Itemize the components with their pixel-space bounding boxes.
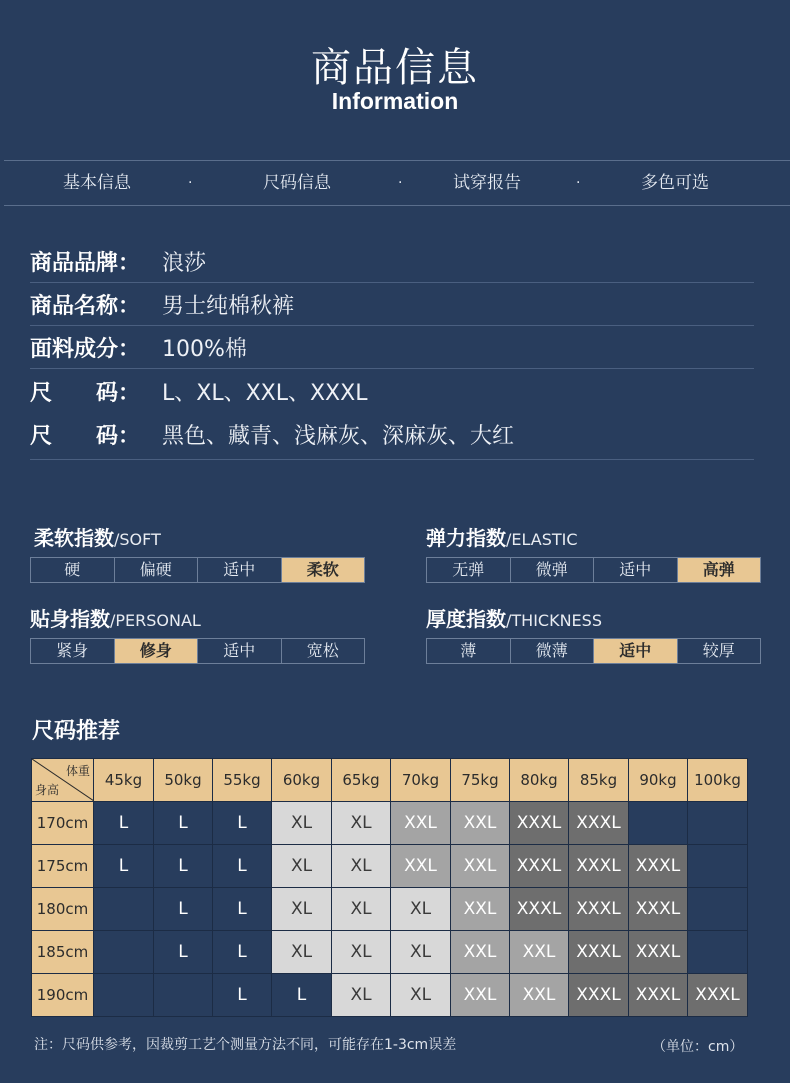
- height-header: 170cm: [32, 802, 94, 845]
- weight-header: 60kg: [272, 759, 332, 802]
- page-title: 商品信息: [311, 45, 479, 91]
- height-header: 175cm: [32, 845, 94, 888]
- size-cell: XXXL: [688, 974, 748, 1017]
- size-cell: [94, 931, 154, 974]
- size-cell: [94, 974, 154, 1017]
- info-row-color: [30, 413, 754, 460]
- height-header: 185cm: [32, 931, 94, 974]
- size-row: [32, 888, 748, 931]
- weight-header: 80kg: [510, 759, 569, 802]
- scale-option: 薄: [427, 639, 511, 663]
- size-cell: [629, 802, 688, 845]
- scale-option: 偏硬: [115, 558, 199, 582]
- size-cell: L: [213, 845, 272, 888]
- size-cell: XXXL: [569, 845, 629, 888]
- scale-option-selected: 修身: [115, 639, 199, 663]
- size-cell: XL: [332, 974, 391, 1017]
- size-cell: XL: [391, 931, 451, 974]
- info-row-name: [30, 283, 754, 326]
- weight-header: 75kg: [451, 759, 510, 802]
- size-chart-corner: [32, 759, 94, 802]
- scale-option-selected: 高弹: [678, 558, 761, 582]
- weight-header: 70kg: [391, 759, 451, 802]
- info-row-fabric: [30, 326, 754, 369]
- info-value: 男士纯棉秋裤: [162, 294, 295, 319]
- scale-option: 无弹: [427, 558, 511, 582]
- size-cell: L: [213, 802, 272, 845]
- size-cell: XXXL: [510, 802, 569, 845]
- size-cell: XXXL: [569, 974, 629, 1017]
- scale-option-selected: 柔软: [282, 558, 365, 582]
- info-label: 商品品牌：: [30, 251, 141, 276]
- size-cell: [688, 931, 748, 974]
- tab-fitting-report[interactable]: 试穿报告: [453, 173, 521, 193]
- size-note: 注：尺码供参考，因裁剪工艺个测量方法不同，可能存在1-3cm误差: [34, 1037, 457, 1053]
- size-cell: L: [154, 931, 213, 974]
- size-cell: XL: [332, 888, 391, 931]
- thickness-index-en: /THICKNESS: [506, 611, 602, 630]
- size-cell: XXXL: [629, 845, 688, 888]
- size-cell: [688, 802, 748, 845]
- size-cell: XXXL: [569, 802, 629, 845]
- size-row: [32, 974, 748, 1017]
- size-cell: L: [213, 888, 272, 931]
- corner-weight-label: 体重: [65, 764, 90, 778]
- scale-option: 微薄: [511, 639, 595, 663]
- size-cell: XXL: [510, 974, 569, 1017]
- weight-header: 90kg: [629, 759, 688, 802]
- info-label: 尺 码：: [30, 381, 141, 406]
- info-row-brand: [30, 240, 754, 283]
- tab-basic-info[interactable]: 基本信息: [63, 173, 131, 193]
- size-cell: [94, 888, 154, 931]
- tab-separator: ·: [398, 175, 403, 191]
- size-cell: L: [213, 974, 272, 1017]
- personal-index-scale: [30, 638, 365, 664]
- weight-header: 50kg: [154, 759, 213, 802]
- size-row: [32, 845, 748, 888]
- info-label: 面料成分：: [30, 337, 141, 362]
- elastic-index-en: /ELASTIC: [506, 530, 578, 549]
- size-cell: L: [272, 974, 332, 1017]
- info-row-size: [30, 370, 754, 412]
- soft-index-title: [34, 522, 161, 551]
- size-cell: L: [94, 802, 154, 845]
- size-cell: XL: [272, 931, 332, 974]
- size-cell: XL: [332, 802, 391, 845]
- size-cell: [688, 845, 748, 888]
- size-cell: [154, 974, 213, 1017]
- scale-option: 紧身: [31, 639, 115, 663]
- size-cell: XXL: [391, 845, 451, 888]
- height-header: 190cm: [32, 974, 94, 1017]
- elastic-index-scale: [426, 557, 761, 583]
- size-cell: XL: [332, 845, 391, 888]
- size-row: [32, 802, 748, 845]
- size-row: [32, 931, 748, 974]
- weight-header: 100kg: [688, 759, 748, 802]
- size-cell: XXXL: [629, 888, 688, 931]
- scale-option: 较厚: [702, 641, 735, 660]
- size-cell: XXXL: [510, 845, 569, 888]
- size-chart-title: 尺码推荐: [32, 719, 121, 744]
- size-cell: XXXL: [629, 931, 688, 974]
- size-cell: XXL: [451, 802, 510, 845]
- weight-header: 85kg: [569, 759, 629, 802]
- weight-header: 55kg: [213, 759, 272, 802]
- size-chart-table: [31, 758, 748, 1017]
- size-cell: XXXL: [569, 888, 629, 931]
- scale-option: 适中: [198, 639, 282, 663]
- thickness-index-scale: [426, 638, 761, 664]
- section-nav: [4, 160, 790, 206]
- size-cell: [688, 888, 748, 931]
- soft-index-en: /SOFT: [114, 530, 161, 549]
- thickness-index-label: 厚度指数: [426, 607, 506, 631]
- weight-header: 65kg: [332, 759, 391, 802]
- size-cell: XXXL: [569, 931, 629, 974]
- size-cell: XXL: [451, 931, 510, 974]
- size-cell: L: [154, 888, 213, 931]
- size-cell: XXL: [451, 845, 510, 888]
- size-cell: L: [94, 845, 154, 888]
- scale-option: 硬: [31, 558, 115, 582]
- page-subtitle: Information: [331, 88, 459, 114]
- size-cell: XXL: [510, 931, 569, 974]
- size-cell: XXL: [391, 802, 451, 845]
- size-cell: L: [154, 802, 213, 845]
- elastic-index-label: 弹力指数: [426, 526, 506, 550]
- scale-option: 宽松: [306, 641, 339, 660]
- scale-option: 微弹: [511, 558, 595, 582]
- size-cell: XL: [272, 888, 332, 931]
- size-cell: XXL: [451, 974, 510, 1017]
- tab-size-info[interactable]: 尺码信息: [263, 173, 331, 193]
- tab-separator: ·: [188, 175, 193, 191]
- size-cell: XXL: [451, 888, 510, 931]
- info-value: L、XL、XXL、XXXL: [162, 381, 368, 406]
- personal-index-title: [30, 603, 201, 632]
- size-cell: XL: [332, 931, 391, 974]
- info-label: 商品名称：: [30, 294, 141, 319]
- soft-index-label: 柔软指数: [34, 526, 114, 550]
- size-cell: XL: [272, 845, 332, 888]
- info-value: 浪莎: [162, 251, 207, 276]
- personal-index-label: 贴身指数: [30, 607, 110, 631]
- height-header: 180cm: [32, 888, 94, 931]
- size-cell: XL: [272, 802, 332, 845]
- tab-multi-color[interactable]: 多色可选: [641, 173, 709, 193]
- size-cell: XL: [391, 888, 451, 931]
- elastic-index-title: [426, 522, 578, 551]
- info-value: 100%棉: [162, 337, 247, 362]
- soft-index-scale: [30, 557, 365, 583]
- size-cell: XXXL: [629, 974, 688, 1017]
- scale-option: 适中: [594, 558, 678, 582]
- thickness-index-title: [426, 603, 602, 632]
- info-label: 尺 码：: [30, 424, 141, 449]
- size-cell: XL: [391, 974, 451, 1017]
- size-cell: L: [213, 931, 272, 974]
- scale-option-selected: 适中: [594, 639, 678, 663]
- personal-index-en: /PERSONAL: [110, 611, 201, 630]
- tab-separator: ·: [576, 175, 581, 191]
- scale-option: 适中: [198, 558, 282, 582]
- size-cell: L: [154, 845, 213, 888]
- info-value: 黑色、藏青、浅麻灰、深麻灰、大红: [162, 424, 515, 449]
- corner-height-label: 身高: [35, 783, 60, 797]
- unit-label: （单位：cm）: [652, 1039, 744, 1055]
- weight-header: 45kg: [94, 759, 154, 802]
- size-cell: XXXL: [510, 888, 569, 931]
